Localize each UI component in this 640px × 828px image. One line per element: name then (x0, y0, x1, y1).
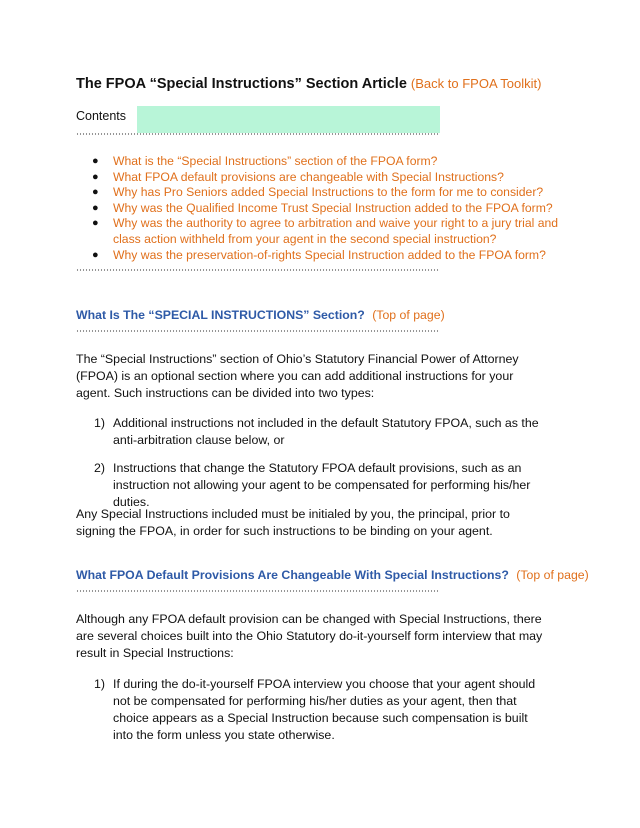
toc-item[interactable] (76, 248, 576, 264)
section-heading-special-instructions (76, 308, 445, 322)
toc-item[interactable] (76, 154, 576, 170)
section-heading-default-provisions (76, 568, 589, 582)
item-text: If during the do-it-yourself FPOA interview you choose that your agent should not be compensated for performing his/her duties as your agent, then that choice appears as a Special Instruction because such compensation is built into the form unless you state otherwise. (113, 677, 536, 742)
toc-link[interactable]: What FPOA default provisions are changeable with Special Instructions? (113, 169, 504, 184)
toc-link[interactable]: Why was the Qualified Income Trust Special Instruction added to the FPOA form? (113, 200, 553, 215)
section-heading-text: What Is The “SPECIAL INSTRUCTIONS” Section? (76, 308, 365, 322)
toc-item[interactable] (76, 185, 576, 201)
toc-item[interactable] (76, 170, 576, 186)
item-text: Additional instructions not included in the default Statutory FPOA, such as the anti-arbitration clause below, or (113, 416, 539, 447)
section1-closing-paragraph: Any Special Instructions included must be initialed by you, the principal, prior to signing the FPOA, in order for such instructions to be binding on your agent. (76, 507, 510, 538)
table-of-contents (76, 154, 576, 263)
item-text: Instructions that change the Statutory FPOA default provisions, such as an instruction not allowing your agent to be compensated for performing his/her duties. (113, 461, 531, 509)
section2-intro-paragraph: Although any FPOA default provision can be changed with Special Instructions, there are several choices built into the Ohio Statutory do-it-yourself form interview that may result in Special Instructions: (76, 612, 543, 660)
numbered-item (94, 676, 546, 744)
contents-label: Contents (76, 109, 127, 123)
contents-highlight-box (137, 106, 440, 133)
item-number: 2) (94, 461, 106, 475)
dotted-separator (76, 131, 440, 137)
dotted-separator (76, 267, 440, 273)
toc-item[interactable] (76, 201, 576, 217)
section1-intro-paragraph: The “Special Instructions” section of Ohio’s Statutory Financial Power of Attorney (FPOA) is an optional section where you can add additional instructions for your agent. Such instructions can be divided into two types: (76, 352, 519, 400)
section-heading-text: What FPOA Default Provisions Are Changeable With Special Instructions? (76, 568, 509, 582)
bullet-icon: ● (92, 170, 99, 183)
bullet-icon: ● (92, 201, 99, 214)
back-to-toolkit-link[interactable]: (Back to FPOA Toolkit) (410, 76, 542, 91)
bullet-icon: ● (92, 248, 99, 261)
article-title-text: The FPOA “Special Instructions” Section Article (76, 76, 407, 92)
dotted-separator (76, 588, 440, 594)
top-of-page-link[interactable]: (Top of page) (372, 308, 445, 322)
top-of-page-link[interactable]: (Top of page) (516, 568, 589, 582)
numbered-item (94, 415, 546, 449)
dotted-separator (76, 328, 440, 334)
toc-item[interactable] (76, 216, 576, 247)
toc-link[interactable]: Why was the preservation-of-rights Special Instruction added to the FPOA form? (113, 247, 546, 262)
item-number: 1) (94, 677, 106, 691)
toc-link[interactable]: Why has Pro Seniors added Special Instructions to the form for me to consider? (113, 185, 544, 200)
article-title (76, 76, 541, 92)
item-number: 1) (94, 416, 106, 430)
bullet-icon: ● (92, 186, 99, 199)
bullet-icon: ● (92, 217, 99, 230)
bullet-icon: ● (92, 155, 99, 167)
toc-link[interactable]: Why was the authority to agree to arbitration and waive your right to a jury trial and class action withheld from your agent in the second special instruction? (113, 216, 559, 246)
numbered-item (94, 460, 546, 511)
toc-link[interactable]: What is the “Special Instructions” section of the FPOA form? (113, 154, 438, 168)
